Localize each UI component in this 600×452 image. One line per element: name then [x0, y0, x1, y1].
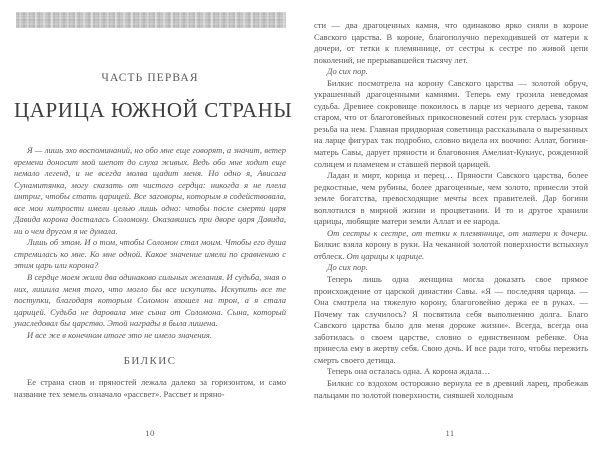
emphasis-text: До сих пор.: [327, 66, 368, 77]
chapter-title: ЦАРИЦА ЮЖНОЙ СТРАНЫ: [14, 98, 293, 122]
paragraph-mixed: [314, 228, 588, 263]
right-page-body: [314, 0, 588, 401]
paragraph: Теперь лишь одна женщина могла доказать свое прямое происхождение от царской династии Савы. «Я — последняя царица. — Она смотрела на тяжелую корону, благоговейно держа ее в руках. — Почему так случилось? Я посвятила себя выполнению долга. Благо Савского царства было для меня дороже жизни». Всегда, всегда она заботилась о своем царстве, словно о единственном ребенке. Она принесла ему в жертву себя. Свою дочь. И все ради того, чтобы пережить смерть своего детища.: [314, 274, 588, 365]
paragraph-text: Билкис взяла корону в руки. На чеканной золотой поверхности вспыхнул отблеск.: [314, 239, 588, 261]
paragraph-italic: [314, 262, 588, 274]
paragraph: Ее страна снов и пряностей лежала далеко за горизонтом, и само название тех земель означало «рассвет». Рассвет и пряно-: [14, 377, 286, 399]
page-number-right: 11: [445, 428, 455, 438]
page-right: [300, 0, 600, 452]
chapter-intro-italic: [14, 145, 286, 341]
ornamental-header-band: [16, 12, 286, 28]
emphasis-lead: От сестры к сестре, от тетки к племяннице, от матери к дочери.: [327, 227, 588, 238]
paragraph: Лишь об этом. И о том, чтобы Соломон стал моим. Чтобы его душа стремилась ко мне. Ко мне одной. Какое значение имели по сравнению с этим царь или корона?: [14, 237, 286, 271]
paragraph: Билкис посмотрела на корону Савского царства — золотой обруч, украшенный драгоценными камнями. Теперь ему грозила неведомая судьба. Древнее сокровище покоилось в ларце из черного дерева, таком старом, что от благоговейных прикосновений сотен рук стерлась узорная резьба на нем. Главная придворная советница рассказывала о вырезанных на ларце фигурах так подробно, словно видела их воочию: Аллат, богиня-матерь Савы, дарует пряности и благовония Амелиат-Кукиус, рожденной солнцем и пламенем и ставшей первой царицей.: [314, 77, 588, 169]
paragraph: Билкис со вздохом осторожно вернула ее в древний ларец, пробежав пальцами по золотой поверхности, сиявшей холодным: [314, 377, 588, 400]
page-number-left: 10: [145, 428, 155, 438]
paragraph-italic: [314, 66, 588, 78]
paragraph: Теперь она осталась одна. А корона ждала…: [327, 366, 491, 377]
part-label: ЧАСТЬ ПЕРВАЯ: [101, 72, 199, 84]
paragraph: И все же в конечном итоге это не имело значения.: [27, 329, 213, 340]
paragraph: В сердце моем жили два одинаково сильных желания. И судьба, зная о них, лишила меня того, что могло бы все искупить. Искупить все те поступки, благодаря которым Соломон взошел на трон, а я стала царицей. Судьба не даровала мне сына от Соломона. Сына, который унаследовал бы царство. Этой награды я была лишена.: [14, 272, 286, 329]
paragraph: сти — два драгоценных камня, что одинаково ярко сияли в короне Савского царства. В короне, благополучно переходившей от матери к дочери, от тетки к племяннице, от сестры к сестре по живой цепи поколений, не прерывавшейся тысячу лет.: [314, 20, 588, 65]
paragraph: Ладан и мирт, корица и перец… Пряности Савского царства, более редкостные, чем рубины, более драгоценные, чем золото, принесли этой земле богатства, превосходящие мечты всех правителей. Дар богини воплотился в мирной жизни и процветании. И то и другое хранили царицы, любящие матери земли Аллат и ее народа.: [314, 170, 588, 227]
paragraph: Я — лишь эхо воспоминаний, но обо мне еще говорят, а значит, ветер времени доносит мой шепот до слуха живых. Ведь обо мне ходит еще немало легенд, и не всегда молва щадит меня. Но одно я, Ависага Сунамитянка, могу сказать от чистого сердца: никогда я не плела интриг, чтобы стать царицей. Все заговоры, которым я содействовала, все мои хитрости имели целью лишь одно: чтобы после смерти царя Давида корона досталась Соломону. Оказавшись при дворе царя Давида, ни о чем другом я не думала.: [14, 145, 286, 236]
section-body: [14, 377, 286, 400]
emphasis-text: До сих пор.: [327, 262, 368, 273]
section-heading-bilkis: БИЛКИС: [123, 355, 177, 368]
emphasis-tail: От царицы к царице.: [346, 250, 425, 261]
